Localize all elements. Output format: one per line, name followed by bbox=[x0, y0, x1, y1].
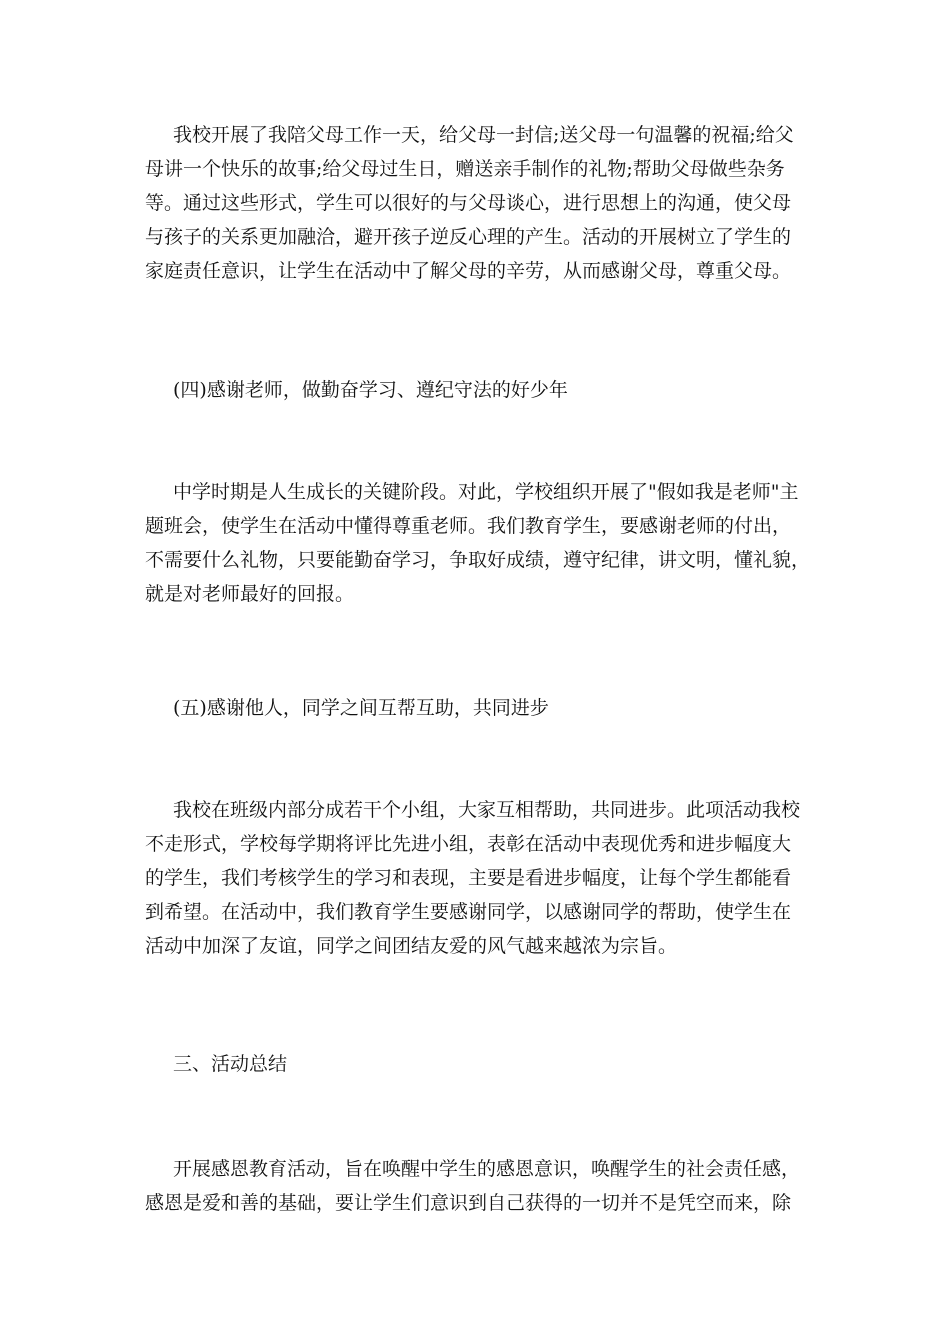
section-heading-summary: 三、活动总结 bbox=[173, 1053, 288, 1075]
paragraph-line: 母讲一个快乐的故事;给父母过生日，赠送亲手制作的礼物;帮助父母做些杂务 bbox=[145, 158, 785, 180]
paragraph-line: 等。通过这些形式，学生可以很好的与父母谈心，进行思想上的沟通，使父母 bbox=[145, 192, 792, 214]
paragraph-line: 不需要什么礼物，只要能勤奋学习，争取好成绩，遵守纪律，讲文明，懂礼貌， bbox=[145, 549, 811, 571]
paragraph-teachers bbox=[145, 475, 811, 611]
paragraph-line: 就是对老师最好的回报。 bbox=[145, 583, 355, 605]
paragraph-line: 活动中加深了友谊，同学之间团结友爱的风气越来越浓为宗旨。 bbox=[145, 935, 678, 957]
paragraph-line: 家庭责任意识，让学生在活动中了解父母的辛劳，从而感谢父母，尊重父母。 bbox=[145, 260, 792, 282]
paragraph-line: 题班会，使学生在活动中懂得尊重老师。我们教育学生，要感谢老师的付出， bbox=[145, 515, 792, 537]
section-heading-thank-teachers: (四)感谢老师，做勤奋学习、遵纪守法的好少年 bbox=[173, 379, 568, 401]
section-heading-thank-others: (五)感谢他人，同学之间互帮互助，共同进步 bbox=[173, 697, 549, 719]
paragraph-line: 我校在班级内部分成若干个小组，大家互相帮助，共同进步。此项活动我校 bbox=[173, 799, 801, 821]
paragraph-classmates bbox=[145, 793, 805, 963]
paragraph-line: 我校开展了我陪父母工作一天，给父母一封信;送父母一句温馨的祝福;给父 bbox=[173, 124, 794, 146]
paragraph-line: 不走形式，学校每学期将评比先进小组，表彰在活动中表现优秀和进步幅度大 bbox=[145, 833, 792, 855]
paragraph-line: 与孩子的关系更加融洽，避开孩子逆反心理的产生。活动的开展树立了学生的 bbox=[145, 226, 792, 248]
paragraph-line: 开展感恩教育活动，旨在唤醒中学生的感恩意识，唤醒学生的社会责任感， bbox=[173, 1158, 801, 1180]
paragraph-line: 中学时期是人生成长的关键阶段。对此，学校组织开展了"假如我是老师"主 bbox=[173, 481, 799, 503]
paragraph-summary bbox=[145, 1152, 805, 1220]
paragraph-line: 的学生，我们考核学生的学习和表现，主要是看进步幅度，让每个学生都能看 bbox=[145, 867, 792, 889]
paragraph-line: 感恩是爱和善的基础，要让学生们意识到自己获得的一切并不是凭空而来，除 bbox=[145, 1192, 792, 1214]
paragraph-line: 到希望。在活动中，我们教育学生要感谢同学，以感谢同学的帮助，使学生在 bbox=[145, 901, 792, 923]
paragraph-parents-activities bbox=[145, 118, 805, 288]
